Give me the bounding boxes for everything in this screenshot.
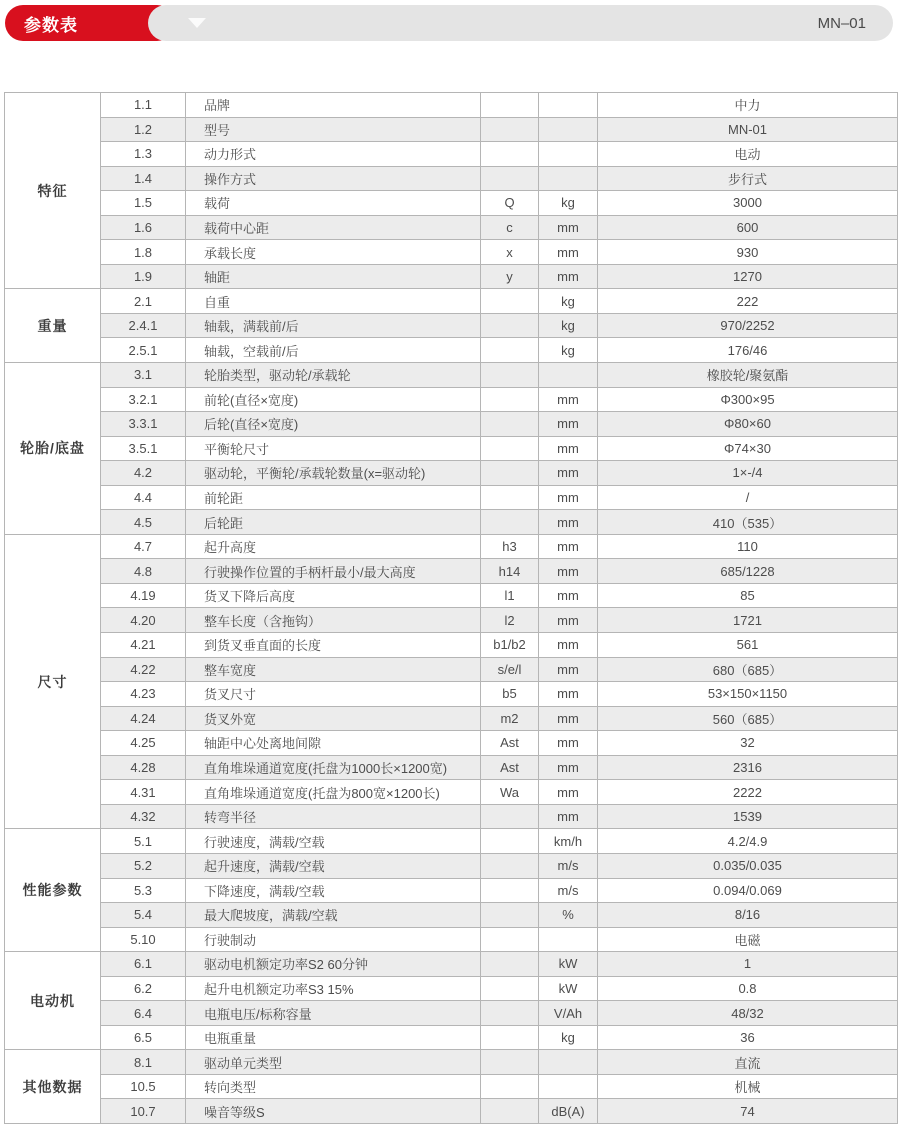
row-no-cell: 1.3 — [101, 142, 186, 167]
param-name-cell: 起升速度，满载/空载 — [186, 853, 481, 878]
page-header — [0, 0, 900, 46]
value-cell: 直流 — [598, 1050, 898, 1075]
symbol-cell: b1/b2 — [481, 633, 539, 658]
table-row — [5, 731, 898, 756]
unit-cell: mm — [539, 608, 598, 633]
symbol-cell: h14 — [481, 559, 539, 584]
symbol-cell — [481, 363, 539, 388]
param-name-cell: 自重 — [186, 289, 481, 314]
table-row — [5, 633, 898, 658]
symbol-cell: c — [481, 215, 539, 240]
unit-cell: mm — [539, 633, 598, 658]
table-row — [5, 166, 898, 191]
value-cell: 680（685） — [598, 657, 898, 682]
row-no-cell: 2.4.1 — [101, 313, 186, 338]
table-row — [5, 903, 898, 928]
table-row — [5, 117, 898, 142]
unit-cell: kW — [539, 952, 598, 977]
symbol-cell — [481, 313, 539, 338]
row-no-cell: 10.5 — [101, 1074, 186, 1099]
unit-cell: mm — [539, 706, 598, 731]
param-name-cell: 直角堆垛通道宽度(托盘为1000长×1200宽) — [186, 755, 481, 780]
symbol-cell: b5 — [481, 682, 539, 707]
table-row — [5, 534, 898, 559]
value-cell: 4.2/4.9 — [598, 829, 898, 854]
symbol-cell — [481, 485, 539, 510]
symbol-cell — [481, 338, 539, 363]
row-no-cell: 10.7 — [101, 1099, 186, 1124]
param-name-cell: 轴距中心处离地间隙 — [186, 731, 481, 756]
symbol-cell — [481, 1099, 539, 1124]
unit-cell: mm — [539, 461, 598, 486]
value-cell: MN-01 — [598, 117, 898, 142]
row-no-cell: 4.5 — [101, 510, 186, 535]
table-row — [5, 93, 898, 118]
page-title: 参数表 — [24, 15, 78, 35]
param-name-cell: 整车长度（含拖钩） — [186, 608, 481, 633]
table-row — [5, 510, 898, 535]
param-name-cell: 驱动电机额定功率S2 60分钟 — [186, 952, 481, 977]
symbol-cell — [481, 976, 539, 1001]
unit-cell: mm — [539, 412, 598, 437]
param-name-cell: 轴距 — [186, 264, 481, 289]
value-cell: 85 — [598, 583, 898, 608]
row-no-cell: 2.1 — [101, 289, 186, 314]
unit-cell: kg — [539, 313, 598, 338]
param-name-cell: 承载长度 — [186, 240, 481, 265]
row-no-cell: 6.5 — [101, 1025, 186, 1050]
table-row — [5, 215, 898, 240]
value-cell: 970/2252 — [598, 313, 898, 338]
table-row — [5, 976, 898, 1001]
value-cell: 2222 — [598, 780, 898, 805]
value-cell: 74 — [598, 1099, 898, 1124]
unit-cell — [539, 117, 598, 142]
row-no-cell: 4.8 — [101, 559, 186, 584]
unit-cell: m/s — [539, 853, 598, 878]
param-name-cell: 行驶操作位置的手柄杆最小/最大高度 — [186, 559, 481, 584]
symbol-cell — [481, 903, 539, 928]
unit-cell: mm — [539, 583, 598, 608]
value-cell: 176/46 — [598, 338, 898, 363]
symbol-cell — [481, 829, 539, 854]
row-no-cell: 8.1 — [101, 1050, 186, 1075]
symbol-cell — [481, 142, 539, 167]
value-cell: 1×-/4 — [598, 461, 898, 486]
unit-cell: kg — [539, 338, 598, 363]
unit-cell — [539, 927, 598, 952]
unit-cell: mm — [539, 215, 598, 240]
symbol-cell — [481, 436, 539, 461]
symbol-cell: Ast — [481, 731, 539, 756]
table-row — [5, 264, 898, 289]
row-no-cell: 3.2.1 — [101, 387, 186, 412]
row-no-cell: 4.4 — [101, 485, 186, 510]
value-cell: 0.035/0.035 — [598, 853, 898, 878]
param-name-cell: 驱动单元类型 — [186, 1050, 481, 1075]
table-row — [5, 829, 898, 854]
param-name-cell: 载荷 — [186, 191, 481, 216]
symbol-cell — [481, 804, 539, 829]
value-cell: 1721 — [598, 608, 898, 633]
row-no-cell: 1.4 — [101, 166, 186, 191]
row-no-cell: 4.19 — [101, 583, 186, 608]
row-no-cell: 5.4 — [101, 903, 186, 928]
param-name-cell: 行驶速度，满载/空载 — [186, 829, 481, 854]
symbol-cell: m2 — [481, 706, 539, 731]
unit-cell: kg — [539, 289, 598, 314]
value-cell: 1 — [598, 952, 898, 977]
param-name-cell: 整车宽度 — [186, 657, 481, 682]
symbol-cell: Q — [481, 191, 539, 216]
row-no-cell: 6.4 — [101, 1001, 186, 1026]
table-row — [5, 191, 898, 216]
param-name-cell: 下降速度，满载/空载 — [186, 878, 481, 903]
symbol-cell: y — [481, 264, 539, 289]
symbol-cell: Wa — [481, 780, 539, 805]
param-name-cell: 行驶制动 — [186, 927, 481, 952]
param-name-cell: 轮胎类型，驱动轮/承载轮 — [186, 363, 481, 388]
unit-cell: mm — [539, 510, 598, 535]
param-name-cell: 操作方式 — [186, 166, 481, 191]
value-cell: 32 — [598, 731, 898, 756]
param-name-cell: 转向类型 — [186, 1074, 481, 1099]
param-name-cell: 转弯半径 — [186, 804, 481, 829]
unit-cell: mm — [539, 780, 598, 805]
table-row — [5, 878, 898, 903]
unit-cell — [539, 166, 598, 191]
symbol-cell — [481, 878, 539, 903]
symbol-cell — [481, 117, 539, 142]
table-row — [5, 853, 898, 878]
param-name-cell: 噪音等级S — [186, 1099, 481, 1124]
symbol-cell — [481, 927, 539, 952]
table-row — [5, 142, 898, 167]
triangle-down-icon[interactable] — [188, 18, 206, 28]
symbol-cell: h3 — [481, 534, 539, 559]
row-no-cell: 4.7 — [101, 534, 186, 559]
value-cell: Φ80×60 — [598, 412, 898, 437]
table-row — [5, 1025, 898, 1050]
table-row — [5, 583, 898, 608]
row-no-cell: 4.20 — [101, 608, 186, 633]
row-no-cell: 2.5.1 — [101, 338, 186, 363]
row-no-cell: 4.23 — [101, 682, 186, 707]
table-row — [5, 559, 898, 584]
param-name-cell: 电瓶电压/标称容量 — [186, 1001, 481, 1026]
row-no-cell: 3.3.1 — [101, 412, 186, 437]
param-name-cell: 动力形式 — [186, 142, 481, 167]
param-name-cell: 前轮(直径×宽度) — [186, 387, 481, 412]
value-cell: 0.8 — [598, 976, 898, 1001]
category-cell: 电动机 — [5, 952, 101, 1050]
spec-table — [4, 92, 898, 1124]
value-cell: 橡胶轮/聚氨酯 — [598, 363, 898, 388]
row-no-cell: 3.1 — [101, 363, 186, 388]
row-no-cell: 4.2 — [101, 461, 186, 486]
symbol-cell — [481, 93, 539, 118]
unit-cell: dB(A) — [539, 1099, 598, 1124]
unit-cell: mm — [539, 731, 598, 756]
param-name-cell: 驱动轮，平衡轮/承载轮数量(x=驱动轮) — [186, 461, 481, 486]
row-no-cell: 1.2 — [101, 117, 186, 142]
row-no-cell: 4.28 — [101, 755, 186, 780]
table-row — [5, 1074, 898, 1099]
unit-cell — [539, 142, 598, 167]
row-no-cell: 4.24 — [101, 706, 186, 731]
table-row — [5, 461, 898, 486]
symbol-cell — [481, 510, 539, 535]
table-row — [5, 755, 898, 780]
value-cell: / — [598, 485, 898, 510]
value-cell: 930 — [598, 240, 898, 265]
param-name-cell: 直角堆垛通道宽度(托盘为800宽×1200长) — [186, 780, 481, 805]
unit-cell: mm — [539, 755, 598, 780]
unit-cell: % — [539, 903, 598, 928]
param-name-cell: 后轮(直径×宽度) — [186, 412, 481, 437]
unit-cell: mm — [539, 264, 598, 289]
table-row — [5, 363, 898, 388]
param-name-cell: 起升电机额定功率S3 15% — [186, 976, 481, 1001]
symbol-cell — [481, 387, 539, 412]
unit-cell: kg — [539, 191, 598, 216]
value-cell: 1270 — [598, 264, 898, 289]
row-no-cell: 1.9 — [101, 264, 186, 289]
unit-cell: mm — [539, 657, 598, 682]
row-no-cell: 4.25 — [101, 731, 186, 756]
unit-cell — [539, 363, 598, 388]
row-no-cell: 1.1 — [101, 93, 186, 118]
unit-cell: mm — [539, 534, 598, 559]
category-cell: 轮胎/底盘 — [5, 363, 101, 535]
value-cell: 560（685） — [598, 706, 898, 731]
table-row — [5, 706, 898, 731]
header-bar — [148, 5, 893, 41]
table-row — [5, 657, 898, 682]
value-cell: 410（535） — [598, 510, 898, 535]
symbol-cell: l2 — [481, 608, 539, 633]
symbol-cell — [481, 289, 539, 314]
table-row — [5, 436, 898, 461]
param-name-cell: 最大爬坡度，满载/空载 — [186, 903, 481, 928]
category-cell: 特征 — [5, 93, 101, 289]
value-cell: 48/32 — [598, 1001, 898, 1026]
model-label: MN–01 — [817, 14, 866, 32]
symbol-cell: Ast — [481, 755, 539, 780]
param-name-cell: 后轮距 — [186, 510, 481, 535]
unit-cell: km/h — [539, 829, 598, 854]
param-name-cell: 到货叉垂直面的长度 — [186, 633, 481, 658]
param-name-cell: 前轮距 — [186, 485, 481, 510]
row-no-cell: 5.10 — [101, 927, 186, 952]
row-no-cell: 1.8 — [101, 240, 186, 265]
value-cell: 36 — [598, 1025, 898, 1050]
symbol-cell — [481, 1001, 539, 1026]
symbol-cell — [481, 853, 539, 878]
category-cell: 性能参数 — [5, 829, 101, 952]
table-row — [5, 240, 898, 265]
value-cell: 8/16 — [598, 903, 898, 928]
unit-cell: mm — [539, 436, 598, 461]
value-cell: 电动 — [598, 142, 898, 167]
param-name-cell: 型号 — [186, 117, 481, 142]
param-name-cell: 货叉下降后高度 — [186, 583, 481, 608]
row-no-cell: 5.2 — [101, 853, 186, 878]
row-no-cell: 4.21 — [101, 633, 186, 658]
category-cell: 重量 — [5, 289, 101, 363]
table-row — [5, 1099, 898, 1124]
value-cell: 2316 — [598, 755, 898, 780]
table-row — [5, 338, 898, 363]
symbol-cell — [481, 1025, 539, 1050]
unit-cell: m/s — [539, 878, 598, 903]
table-row — [5, 1001, 898, 1026]
symbol-cell: s/e/l — [481, 657, 539, 682]
unit-cell: mm — [539, 240, 598, 265]
category-cell: 尺寸 — [5, 534, 101, 829]
value-cell: Φ300×95 — [598, 387, 898, 412]
value-cell: 中力 — [598, 93, 898, 118]
symbol-cell — [481, 952, 539, 977]
param-name-cell: 载荷中心距 — [186, 215, 481, 240]
value-cell: Φ74×30 — [598, 436, 898, 461]
param-name-cell: 货叉外宽 — [186, 706, 481, 731]
row-no-cell: 4.31 — [101, 780, 186, 805]
param-name-cell: 货叉尺寸 — [186, 682, 481, 707]
table-row — [5, 289, 898, 314]
unit-cell: V/Ah — [539, 1001, 598, 1026]
unit-cell: mm — [539, 682, 598, 707]
symbol-cell: l1 — [481, 583, 539, 608]
symbol-cell — [481, 166, 539, 191]
value-cell: 110 — [598, 534, 898, 559]
value-cell: 电磁 — [598, 927, 898, 952]
unit-cell: mm — [539, 485, 598, 510]
param-name-cell: 起升高度 — [186, 534, 481, 559]
value-cell: 53×150×1150 — [598, 682, 898, 707]
table-row — [5, 682, 898, 707]
unit-cell — [539, 1050, 598, 1075]
unit-cell — [539, 1074, 598, 1099]
value-cell: 机械 — [598, 1074, 898, 1099]
param-name-cell: 轴载，空载前/后 — [186, 338, 481, 363]
row-no-cell: 6.1 — [101, 952, 186, 977]
value-cell: 3000 — [598, 191, 898, 216]
unit-cell: mm — [539, 559, 598, 584]
table-row — [5, 804, 898, 829]
unit-cell: mm — [539, 387, 598, 412]
table-row — [5, 608, 898, 633]
row-no-cell: 1.5 — [101, 191, 186, 216]
value-cell: 600 — [598, 215, 898, 240]
table-row — [5, 927, 898, 952]
value-cell: 0.094/0.069 — [598, 878, 898, 903]
table-row — [5, 780, 898, 805]
table-row — [5, 1050, 898, 1075]
row-no-cell: 3.5.1 — [101, 436, 186, 461]
symbol-cell: x — [481, 240, 539, 265]
param-name-cell: 电瓶重量 — [186, 1025, 481, 1050]
param-name-cell: 平衡轮尺寸 — [186, 436, 481, 461]
value-cell: 685/1228 — [598, 559, 898, 584]
value-cell: 步行式 — [598, 166, 898, 191]
unit-cell: mm — [539, 804, 598, 829]
unit-cell: kW — [539, 976, 598, 1001]
row-no-cell: 4.22 — [101, 657, 186, 682]
symbol-cell — [481, 1074, 539, 1099]
row-no-cell: 6.2 — [101, 976, 186, 1001]
unit-cell: kg — [539, 1025, 598, 1050]
unit-cell — [539, 93, 598, 118]
value-cell: 222 — [598, 289, 898, 314]
row-no-cell: 1.6 — [101, 215, 186, 240]
table-row — [5, 313, 898, 338]
table-row — [5, 387, 898, 412]
row-no-cell: 4.32 — [101, 804, 186, 829]
value-cell: 561 — [598, 633, 898, 658]
param-name-cell: 轴载，满载前/后 — [186, 313, 481, 338]
value-cell: 1539 — [598, 804, 898, 829]
symbol-cell — [481, 461, 539, 486]
symbol-cell — [481, 1050, 539, 1075]
symbol-cell — [481, 412, 539, 437]
table-row — [5, 412, 898, 437]
table-row — [5, 485, 898, 510]
category-cell: 其他数据 — [5, 1050, 101, 1124]
row-no-cell: 5.1 — [101, 829, 186, 854]
table-row — [5, 952, 898, 977]
spec-table-container — [4, 92, 897, 1124]
row-no-cell: 5.3 — [101, 878, 186, 903]
param-name-cell: 品牌 — [186, 93, 481, 118]
